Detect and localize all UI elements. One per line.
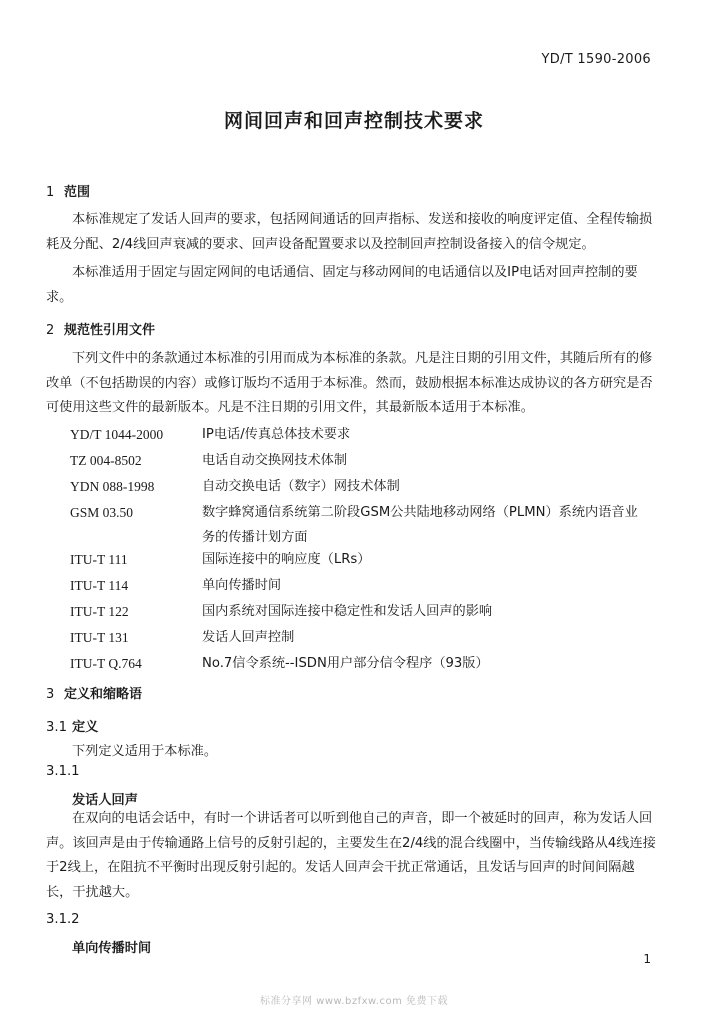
ref-title: 国内系统对国际连接中稳定性和发话人回声的影响 [202, 604, 493, 619]
ref-title: 国际连接中的响应度（LRs） [202, 552, 371, 567]
section-3-1-number: 3.1 [46, 720, 67, 735]
section-2-paragraph: 下列文件中的条款通过本标准的引用而成为本标准的条款。凡是注日期的引用文件，其随后所有的修改单（不包括勘误的内容）或修订版均不适用于本标准。然而，鼓励根据本标准达成协议的各方研究是否可使用这些文件的最新版本。凡是不注日期的引用文件，其最新版本适用于本标准。 [46, 351, 653, 415]
section-3-1-1-number: 3.1.1 [46, 764, 80, 779]
ref-code: ITU-T 131 [70, 630, 129, 645]
ref-title: IP电话/传真总体技术要求 [202, 427, 351, 442]
ref-code: ITU-T 111 [70, 552, 128, 567]
section-2-title: 规范性引用文件 [64, 323, 156, 338]
section-3-title: 定义和缩略语 [64, 687, 143, 702]
section-3-1-2-term: 单向传播时间 [72, 941, 152, 956]
ref-code: YDN 088-1998 [70, 479, 155, 494]
section-3-1-title: 定义 [72, 720, 99, 735]
section-3-1-1-definition: 在双向的电话会话中，有时一个讲话者可以听到他自己的声音，即一个被延时的回声，称为发话人回声。该回声是由于传输通路上信号的反射引起的，主要发生在2/4线的混合线圈中，当传输线路从4线连接于2线上，在阻抗不平衡时出现反射引起的。发话人回声会干扰正常通话，且发话与回声的时间间隔越长，干扰越大。 [46, 811, 656, 900]
section-2-heading [46, 319, 155, 338]
section-2-number: 2 [46, 323, 55, 338]
section-1-title: 范围 [64, 185, 91, 200]
page-number: 1 [643, 952, 651, 966]
section-3-number: 3 [46, 687, 55, 702]
section-3-1-text: 下列定义适用于本标准。 [72, 744, 218, 759]
section-1-heading [46, 181, 90, 200]
ref-code: ITU-T 122 [70, 604, 129, 619]
ref-code: ITU-T 114 [70, 578, 129, 593]
ref-title: 发话人回声控制 [202, 630, 295, 645]
ref-code: GSM 03.50 [70, 505, 134, 520]
section-3-1-2-number: 3.1.2 [46, 912, 80, 927]
ref-code: ITU-T Q.764 [70, 656, 142, 671]
ref-title: 自动交换电话（数字）网技术体制 [202, 479, 400, 494]
section-3-1-heading [46, 716, 98, 735]
section-1-paragraph-2: 本标准适用于固定与固定网间的电话通信、固定与移动网间的电话通信以及IP电话对回声控制的要求。 [46, 265, 638, 305]
section-3-heading [46, 683, 142, 702]
document-title: 网间回声和回声控制技术要求 [223, 110, 484, 132]
section-1-paragraph-1: 本标准规定了发话人回声的要求，包括网间通话的回声指标、发送和接收的响度评定值、全程传输损耗及分配、2/4线回声衰减的要求、回声设备配置要求以及控制回声控制设备接入的信令规定。 [46, 212, 653, 252]
watermark: 标准分享网 www.bzfxw.com 免费下载 [260, 996, 448, 1007]
ref-title: 数字蜂窝通信系统第二阶段GSM公共陆地移动网络（PLMN）系统内语音业务的传播计划方面 [202, 505, 638, 545]
ref-code: TZ 004-8502 [70, 453, 142, 468]
section-1-number: 1 [46, 185, 55, 200]
section-3-1-1-term: 发话人回声 [72, 793, 138, 808]
ref-code: YD/T 1044-2000 [70, 427, 164, 442]
standard-code: YD/T 1590-2006 [541, 52, 651, 67]
ref-title: 电话自动交换网技术体制 [202, 453, 348, 468]
ref-title: 单向传播时间 [202, 578, 282, 593]
ref-title: No.7信令系统--ISDN用户部分信令程序（93版） [202, 656, 489, 671]
